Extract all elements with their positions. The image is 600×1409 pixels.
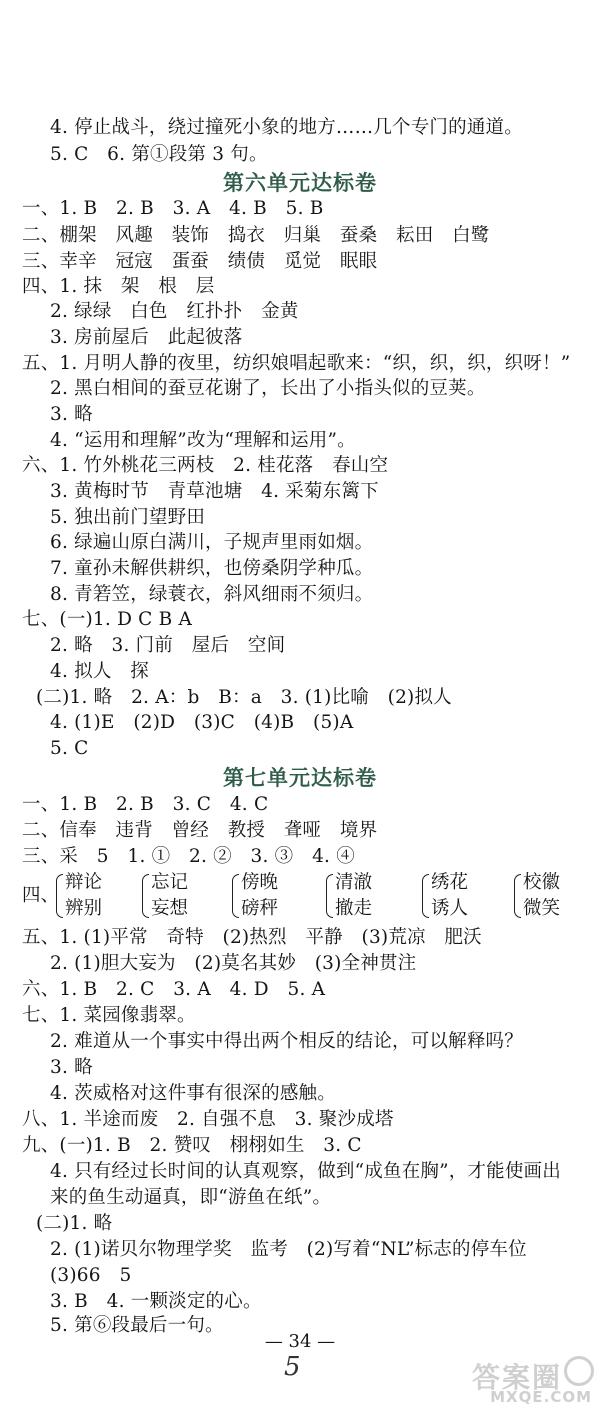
answer-line: 4. 茨威格对这件事有很深的感触。	[50, 1083, 336, 1104]
answer-line: 4. 停止战斗，绕过撞死小象的地方……几个专门的通道。	[50, 117, 523, 138]
answer-line: 2. 黑白相间的蚕豆花谢了，长出了小指头似的豆荚。	[50, 378, 486, 399]
word-pair	[232, 870, 278, 922]
word: 微笑	[523, 898, 561, 919]
word: 撤走	[335, 898, 373, 919]
section-number: 四、	[22, 885, 60, 906]
word-pair	[514, 870, 560, 922]
word: 绣花	[431, 872, 469, 893]
answer-line: 2. 略 3. 门前 屋后 空间	[50, 635, 286, 656]
word: 傍晚	[241, 872, 279, 893]
answer-line: 3. 略	[50, 1057, 93, 1078]
answer-line: 6. 绿遍山原白满川，子规声里雨如烟。	[50, 532, 374, 553]
answer-line: 2. (1)胆大妄为 (2)莫名其妙 (3)全神贯注	[50, 953, 417, 974]
watermark-url: MXQE.COM	[490, 1388, 592, 1406]
answer-line: 2. (1)诺贝尔物理学奖 监考 (2)写着“NL”标志的停车位	[50, 1239, 527, 1260]
watermark-circle-icon	[564, 1356, 594, 1386]
watermark-logo-text: 答案圈	[471, 1361, 562, 1394]
word: 忘记	[151, 872, 189, 893]
word-pair	[56, 870, 102, 922]
word: 校徽	[523, 872, 561, 893]
answer-line: 四、1. 抹 架 根 层	[22, 276, 215, 297]
answer-line: 一、1. B 2. B 3. A 4. B 5. B	[22, 198, 324, 219]
word: 磅秤	[241, 898, 279, 919]
answer-line: (3)66 5	[50, 1265, 132, 1286]
answer-line: 五、1. (1)平常 奇特 (2)热烈 平静 (3)荒凉 肥沃	[22, 927, 482, 948]
handwritten-mark: 5	[284, 1352, 301, 1382]
word: 辨别	[65, 898, 103, 919]
answer-line: (二)1. 略 2. A：b B：a 3. (1)比喻 (2)拟人	[36, 687, 452, 708]
answer-line: 三、幸辛 冠寇 蛋蚕 绩债 觅觉 眠眼	[22, 251, 378, 272]
unit7-title: 第七单元达标卷	[223, 766, 377, 790]
answer-line: 三、采 5 1. ① 2. ② 3. ③ 4. ④	[22, 846, 355, 867]
answer-line: 五、1. 月明人静的夜里，纺织娘唱起歌来：“织，织，织，织呀！”	[22, 353, 571, 374]
answer-line: (二)1. 略	[36, 1213, 113, 1234]
answer-line: 8. 青箬笠，绿蓑衣，斜风细雨不须归。	[50, 584, 374, 605]
answer-line: 来的鱼生动逼真，即“游鱼在纸”。	[50, 1187, 332, 1208]
word-pair	[326, 870, 372, 922]
word: 辩论	[65, 872, 103, 893]
word-pair	[142, 870, 188, 922]
answer-line: 二、信奉 违背 曾经 教授 聋哑 境界	[22, 820, 378, 841]
page-number: — 34 —	[264, 1331, 336, 1352]
answer-line: 7. 童孙未解供耕织，也傍桑阴学种瓜。	[50, 558, 374, 579]
answer-line: 4. “运用和理解”改为“理解和运用”。	[50, 430, 356, 451]
answer-line: 5. C	[50, 738, 89, 759]
word-pair-row	[22, 870, 582, 922]
unit6-title: 第六单元达标卷	[223, 171, 377, 195]
answer-line: 5. 独出前门望野田	[50, 507, 206, 528]
answer-line: 5. C 6. 第①段第 3 句。	[50, 144, 268, 165]
answer-line: 二、棚架 风趣 装饰 捣衣 归巢 蚕桑 耘田 白鹭	[22, 225, 490, 246]
word: 诱人	[431, 898, 469, 919]
answer-line: 一、1. B 2. B 3. C 4. C	[22, 794, 269, 815]
answer-line: 六、1. B 2. C 3. A 4. D 5. A	[22, 979, 326, 1000]
answer-line: 3. B 4. 一颗淡定的心。	[50, 1291, 262, 1312]
answer-line: 七、(一)1. D C B A	[22, 609, 193, 630]
word: 妄想	[151, 898, 189, 919]
answer-line: 2. 绿绿 白色 红扑扑 金黄	[50, 301, 299, 322]
answer-line: 九、(一)1. B 2. 赞叹 栩栩如生 3. C	[22, 1135, 362, 1156]
answer-line: 2. 难道从一个事实中得出两个相反的结论，可以解释吗？	[50, 1031, 523, 1052]
answer-line: 5. 第⑥段最后一句。	[50, 1315, 224, 1336]
answer-line: 3. 黄梅时节 青草池塘 4. 采菊东篱下	[50, 481, 379, 502]
answer-line: 六、1. 竹外桃花三两枝 2. 桂花落 春山空	[22, 455, 389, 476]
answer-line: 3. 房前屋后 此起彼落	[50, 327, 243, 348]
word: 清澈	[335, 872, 373, 893]
answer-line: 4. 只有经过长时间的认真观察，做到“成鱼在胸”，才能使画出	[50, 1161, 561, 1182]
answer-line: 七、1. 菜园像翡翠。	[22, 1005, 196, 1026]
answer-line: 八、1. 半途而废 2. 自强不息 3. 聚沙成塔	[22, 1109, 394, 1130]
word-pair	[422, 870, 468, 922]
answer-line: 3. 略	[50, 404, 93, 425]
answer-line: 4. (1)E (2)D (3)C (4)B (5)A	[50, 712, 354, 733]
answer-line: 4. 拟人 探	[50, 661, 149, 682]
